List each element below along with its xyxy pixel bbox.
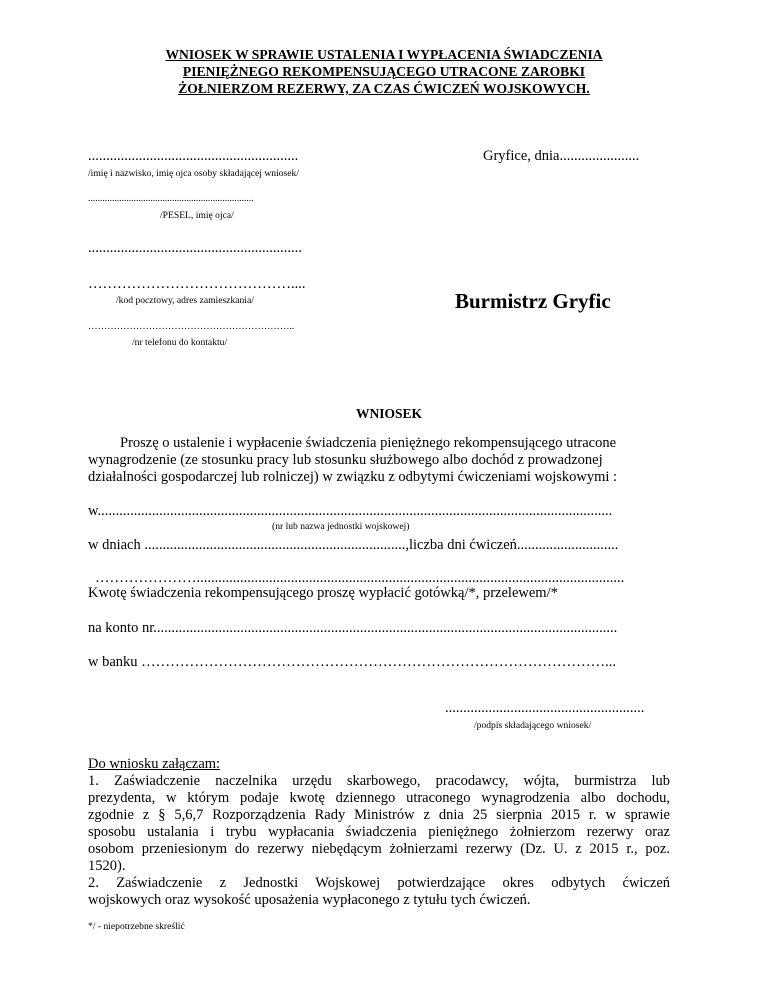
attachment-1-line-1: 1. Zaświadczenie naczelnika urzędu skarbowego, pracodawcy, wójta, burmistrza lub — [88, 773, 670, 789]
request-line-1: Proszę o ustalenie i wypłacenie świadczenia pieniężnego rekompensującego utracone — [120, 435, 617, 451]
title-line-1: WNIOSEK W SPRAWIE USTALENIA I WYPŁACENIA ŚWIADCZENIA — [165, 47, 603, 62]
request-line-2: wynagrodzenie (ze stosunku pracy lub stosunku służbowego albo dochód z prowadzonej — [88, 452, 603, 468]
pesel-caption: /PESEL, imię ojca/ — [160, 210, 234, 221]
period-field[interactable]: …………………...................................................................................................................... — [95, 570, 625, 586]
military-unit-caption: (nr lub nazwa jednostki wojskowej) — [272, 521, 410, 532]
place-date-field[interactable]: Gryfice, dnia...................... — [483, 148, 640, 164]
address-caption: /kod pocztowy, adres zamieszkania/ — [116, 295, 254, 306]
attachments-heading: Do wniosku załączam: — [88, 756, 221, 772]
attachment-2-line-2: wojskowych oraz wysokość uposażenia wypłaconego z tytułu tych ćwiczeń. — [88, 892, 531, 908]
account-number-field[interactable]: na konto nr................................................................................................................................ — [88, 620, 618, 636]
phone-caption: /nr telefonu do kontaktu/ — [132, 337, 228, 348]
pesel-field[interactable]: ..................................................................... — [88, 193, 254, 204]
attachment-1-line-5: osobom przeniesionym do rezerwy niebędącym żołnierzami rezerwy (Dz. U. z 2015 r., poz. — [88, 841, 670, 857]
applicant-name-caption: /imię i nazwisko, imię ojca osoby składającej wniosek/ — [88, 168, 300, 179]
attachment-1-line-3: zgodnie z § 5,6,7 Rozporządzenia Rady Ministrów z dnia 25 sierpnia 2015 r. w sprawie — [88, 807, 670, 823]
addressee: Burmistrz Gryfic — [455, 289, 611, 313]
attachment-1-line-2: prezydenta, w którym podaje kwotę dziennego utraconego wynagrodzenia albo dochodu, — [88, 790, 670, 806]
payment-method-line: Kwotę świadczenia rekompensującego proszę wypłacić gotówką/*, przelewem/* — [88, 585, 558, 601]
document-title — [0, 46, 768, 97]
request-paragraph — [88, 435, 688, 486]
footnote: */ - niepotrzebne skreślić — [88, 921, 185, 932]
address-field-line-1[interactable]: ........................................................... — [88, 240, 302, 256]
attachment-2-line-1: 2. Zaświadczenie z Jednostki Wojskowej potwierdzające okres odbytych ćwiczeń — [88, 875, 670, 891]
title-line-3: ŻOŁNIERZOM REZERWY, ZA CZAS ĆWICZEŃ WOJSKOWYCH. — [178, 81, 590, 96]
attachment-item-1 — [88, 773, 670, 909]
title-line-2: PIENIĘŻNEGO REKOMPENSUJĄCEGO UTRACONE ZAROBKI — [182, 64, 586, 79]
signature-field[interactable]: ....................................................... — [445, 700, 645, 716]
attachment-1-line-6: 1520). — [88, 858, 126, 874]
military-unit-field[interactable]: w.............................................................................................................................................. — [88, 503, 613, 519]
phone-field[interactable]: ……………………………………………………….. — [88, 321, 295, 332]
request-heading: WNIOSEK — [356, 406, 423, 421]
bank-field[interactable]: w banku ……………………………………………………………………………………... — [88, 654, 617, 670]
request-line-3: działalności gospodarczej lub rolniczej) w związku z odbytymi ćwiczeniami wojskowymi : — [88, 469, 618, 485]
address-field-line-2[interactable]: …………………………………….... — [88, 276, 306, 292]
attachment-1-line-4: sposobu ustalania i trybu wypłacania świadczenia pieniężnego żołnierzom rezerwy oraz — [88, 824, 670, 840]
days-field[interactable]: w dniach ........................................................................,liczba dni ćwiczeń............................ — [88, 537, 619, 553]
applicant-name-field[interactable]: .......................................................... — [88, 148, 299, 164]
signature-caption: /podpis składającego wniosek/ — [474, 720, 592, 731]
